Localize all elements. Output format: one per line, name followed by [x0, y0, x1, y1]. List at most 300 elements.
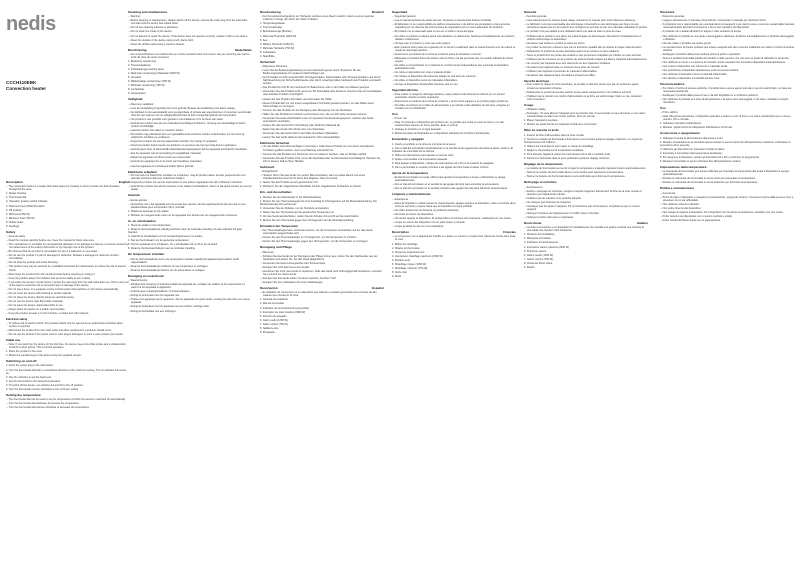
- column-3: [260, 8, 384, 560]
- paragraph: 4. Maximale verwarming schakelaar (2000 W): [128, 72, 180, 76]
- paragraph: – Do not clean the inside of the device.: [128, 30, 173, 34]
- section-language: English: [118, 180, 130, 184]
- paragraph: 6. Chauffage moyen (1250 W): [392, 262, 427, 266]
- section-heading: [260, 191, 384, 195]
- paragraph: – To reduce risk of electric shock, this product should only be opened by an authorized technician when service is required.: [6, 321, 123, 328]
- paragraph: 2. Molette du thermostat: [392, 246, 420, 250]
- paragraph: – Avertissement: [524, 185, 543, 189]
- paragraph: 3. Indicador de funcionamiento (encendido): [260, 306, 309, 310]
- paragraph: – Keep the product at least 1 m from furniture, curtains and other objects.: [6, 312, 90, 316]
- paragraph: 1. Heizgerätegehäuse: [260, 22, 285, 26]
- paragraph: – Ne laissez pas tomber le produit et évitez les chocs.: [524, 41, 586, 45]
- paragraph: 3. Utilisez les interrupteurs pour régler le niveau de chauffage.: [524, 144, 595, 148]
- paragraph: – Advertencia: [392, 197, 408, 201]
- section: [128, 220, 252, 251]
- paragraph: 3. Betriebsanzeige (Betrieb): [260, 30, 292, 34]
- paragraph: – El calefactor de convección es un dispositivo que calienta el espacio generando una corriente de aire caliente que circula por la zona.: [260, 291, 377, 298]
- paragraph: – Laat het apparaat niet onbeheerd achter tijdens gebruik.: [128, 164, 194, 168]
- section: [660, 107, 796, 130]
- paragraph: – Desconecte el producto de la toma de corriente antes de limpiarlo o moverlo.: [392, 52, 482, 56]
- paragraph: – La stufa a convezione è un dispositivo di riscaldamento che riscalda uno spazio creando una corrente di aria calda che circola in tutto l'ambiente.: [524, 226, 644, 233]
- paragraph: – Limpie la salida de aire con una aspiradora.: [392, 225, 444, 229]
- section-language: Deutsch: [371, 10, 384, 14]
- paragraph: – Pulire l'esterno del dispositivo con un panno morbido e umido.: [660, 214, 733, 218]
- paragraph: 7. Calore minimo (750 W): [524, 257, 554, 261]
- paragraph: – Gebruik het apparaat niet in de buurt van brandbare materialen.: [128, 160, 203, 164]
- paragraph: 7. Minimale Heizstufe (750 W): [260, 46, 295, 50]
- paragraph: – Per ridurre il rischio di scosse elettriche, il prodotto deve essere aperto solo da un tecnico autorizzato, nel caso sia necessaria assistenza.: [660, 86, 792, 93]
- paragraph: – Draai de thermostaatknop linksom om de temperatuur te verlagen.: [128, 268, 206, 272]
- paragraph: – Il produttore non è responsabile per eventuali danni conseguenti o per danni a cose o persone causati dalla mancata osservanza delle istruzioni di sicurezza o da un uso improprio del dispositivo.: [660, 23, 795, 30]
- paragraph: 5. To switch off the device, set switches A4 and A6 to the off position.: [6, 383, 84, 387]
- paragraph: 4. Set the thermostat to the desired temperature.: [6, 379, 61, 383]
- paragraph: – El producto no es adecuado para su uso en un baño o cerca del agua.: [392, 30, 475, 34]
- paragraph: 4. Maximale Heizstufe (2000 W): [260, 34, 297, 38]
- paragraph: – La molette du thermostat peut servir à régler la température à laquelle l'appareil s'éteint automatiquement.: [524, 167, 647, 171]
- paragraph: – Reinigen Sie nicht das Innere des Geräts.: [260, 265, 310, 269]
- column-2-body: [128, 11, 252, 313]
- section-title: Safety: [6, 229, 16, 234]
- paragraph: 8. Salida de aire: [260, 326, 279, 330]
- paragraph: – N'utilisez pas le produit si une pièce est endommagée ou défectueuse. Remplacez immédiatement un produit endommagé ou défectueux.: [524, 34, 642, 41]
- paragraph: – Der Thermostatregler kann verwendet werden, um die Temperatur einzustellen, bei der das Gerät automatisch ausgeschaltet wird.: [260, 229, 373, 236]
- section: [6, 231, 130, 336]
- paragraph: 2. Mount the supplied legs to the device using the supplied screws.: [6, 354, 82, 358]
- product-code: CCCH110EBK: [6, 80, 37, 85]
- paragraph: 4. Stellen Sie den Thermostat auf die gewünschte Temperatur ein.: [260, 210, 335, 214]
- section-title: Pulizia e manutenzione: [660, 186, 695, 191]
- paragraph: – Non lasciare il dispositivo incustodito durante l'uso.: [660, 77, 721, 81]
- paragraph: 9. Piedini: [524, 265, 535, 269]
- section: [660, 132, 796, 163]
- paragraph: 3. Indicatielampje werking (aan): [128, 68, 164, 72]
- paragraph: 4. Stel de thermostaat in op de gewenste temperatuur.: [128, 239, 190, 243]
- paragraph: – N'essayez pas de réparer l'appareil. S'il ne fonctionne pas correctement, remplacez-le par un nouvel appareil.: [524, 204, 640, 211]
- column-4-body: [392, 11, 516, 278]
- paragraph: – De fabrikant is niet aansprakelijk voor gevolgschade of schade aan eigendommen of personen veroorzaakt door het niet naleven van de veiligheidsinstructies of door oneigenlijk gebruik van het product.: [128, 110, 252, 117]
- section-title: Seguridad: [392, 10, 408, 14]
- paragraph: 5. Posizione spento: [524, 249, 547, 253]
- paragraph: – Trennen Sie das Produkt vor der Reinigung oder Bewegung von der Steckdose.: [260, 108, 353, 112]
- paragraph: 1. Coloque el producto en el lugar deseado.: [392, 128, 442, 132]
- paragraph: – Plaats het apparaat niet direct onder een stopcontact.: [128, 156, 192, 160]
- paragraph: – Non utilizzare il prodotto se il cavo di alimentazione o la spina sono danneggiati. In tal caso, contattare il proprio rivenditore.: [660, 97, 789, 104]
- paragraph: – La manopola del termostato può essere utilizzata per impostare la temperatura alla quale il dispositivo si spegne automaticamente.: [660, 170, 790, 177]
- paragraph: 6. Gire el termostato en sentido contrario a las agujas del reloj hasta el ajuste mínimo.: [392, 165, 489, 169]
- section: [128, 11, 252, 46]
- section: [524, 104, 648, 127]
- section-title: Réglage de la température: [524, 161, 563, 166]
- paragraph: – Dek het apparaat niet af met kleding of vergelijkbaar materiaal.: [128, 152, 202, 156]
- paragraph: – La manutenzione di questo prodotto può essere eseguita solo da un tecnico qualificato per ridurre il rischio di scossa elettrica.: [660, 45, 795, 52]
- paragraph: 4. Interruptor de calor máximo (2000 W): [260, 310, 306, 314]
- paragraph: – Para reducir el riesgo de descarga eléctrica, este producto solo debería ser abierto por un técnico autorizado cuando necesite reparación.: [392, 92, 505, 99]
- section: [128, 194, 252, 217]
- paragraph: – Prima di pulire il dispositivo o eseguire la manutenzione, spegnerlo sempre, rimuovere la spina dalla presa a muro e attendere che si sia raffreddato.: [660, 195, 794, 202]
- section: [128, 253, 252, 271]
- paragraph: – Do not drop the product and avoid bumping.: [6, 261, 59, 265]
- paragraph: – Ne nettoyez pas l'intérieur de l'appareil.: [524, 200, 572, 204]
- paragraph: – Keep the product away from children and persons unable to use it safely.: [6, 276, 91, 280]
- column-6-body: [660, 11, 796, 222]
- section: [6, 394, 130, 409]
- paragraph: – Hinweis: Wenn Sie das Gerät zum ersten Mal einschalten, kann es etwas Rauch und einen charakteristischen Geruch für kurze Zeit abgeben. Dies ist normal.: [260, 174, 366, 181]
- paragraph: – Ne placez pas l'appareil juste en dessous d'une prise de courant.: [524, 65, 600, 69]
- paragraph: – Der Hersteller ist nicht verantwortlich für Folgeschäden, Sachschäden oder Personenschäden, die durch Nichtbeachtung der Sicherheitshinweise oder durch unsachgemäßen Gebrauch des Produkts verursacht wurden.: [260, 76, 381, 86]
- paragraph: – Antes de limpiarlo o realizar tareas de mantenimiento, apague siempre el dispositivo, retire el enchufe de la toma de corriente y espere hasta que el dispositivo se haya enfriado.: [392, 201, 516, 208]
- paragraph: – Note: If you switch on the device for the first time, the device may emit a little smoke and a characteristic smell for a short period. This is normal operation.: [6, 342, 126, 350]
- paragraph: – N'utilisez pas de minuterie ou de système de télécommande séparé qui allume l'appareil automatiquement.: [524, 57, 648, 61]
- paragraph: 2. Gire el dial del termostato completamente en el sentido de las agujas del reloj hasta el ajuste máximo. El indicador de encendido A3 se ilumina.: [392, 146, 513, 153]
- paragraph: – No utilice disolventes de limpieza ni productos abrasivos.: [392, 208, 460, 212]
- section-title: Uso: [660, 105, 666, 110]
- paragraph: – Do not use a timer, or a separate remote control system that switches on the device automatically.: [6, 287, 119, 291]
- section: [392, 231, 516, 278]
- column-5: [524, 8, 648, 560]
- paragraph: – Om het risico op elektrische schokken te verkleinen, mag dit product alleen worden geopend door een erkende technicus wanneer onderhoud nodig is.: [128, 173, 246, 181]
- paragraph: – Met de thermostaatknop kunt u de temperatuur instellen waarbij het apparaat automatisch wordt uitgeschakeld.: [128, 257, 239, 264]
- paragraph: – Warning: [128, 15, 141, 19]
- paragraph: 2. Manopola termostato: [524, 237, 551, 241]
- section: [260, 191, 384, 222]
- paragraph: – The manufacturer is not liable for consequential damages or for damage to property or persons caused by non-observance of the safety instructions or by improper use of the product.: [6, 243, 128, 250]
- paragraph: – Algemene veiligheid: [128, 102, 154, 106]
- paragraph: 6. Mid heat (1250 W): [6, 212, 30, 216]
- paragraph: 6. Draai de thermostaat linksom naar de minimale instelling.: [128, 247, 196, 251]
- section-heading: [392, 138, 516, 142]
- section: [660, 11, 796, 104]
- paragraph: – Um das Risiko eines Stromschlags zu verringern, sollte dieses Produkt nur von einem autorisierten Techniker geöffnet werden, wenn eine Wartung erforderlich ist.: [260, 145, 375, 152]
- paragraph: 8. Airflow outlet: [6, 220, 24, 224]
- paragraph: – General safety: [6, 235, 26, 239]
- section-title: Descripción: [260, 286, 278, 291]
- section: [260, 225, 384, 243]
- paragraph: – Schakel vóór reiniging of onderhoud altijd het apparaat uit, verwijder de stekker uit het stopcontact en wacht tot het apparaat is afgekoeld.: [128, 283, 245, 290]
- paragraph: – Trennen Sie das Produkt vom Stromnetz und von anderen Geräten, falls ein Problem auftritt.: [260, 152, 367, 156]
- paragraph: 2. Drehen Sie den Thermostatregler bis zum Anschlag im Uhrzeigersinn auf die Maximaleinstellung. Die Betriebsanzeige A3 leuchtet auf.: [260, 199, 377, 206]
- section-title: Ajuste de la temperatura: [392, 170, 429, 175]
- paragraph: – Houd het product buiten bereik van kinderen en personen die het niet veilig kunnen gebruiken.: [128, 144, 237, 148]
- paragraph: – No intente reparar el dispositivo. Si el dispositivo no funciona correctamente, sustitúyalo por uno nuevo.: [392, 217, 512, 220]
- section-title: Mise en marche et arrêt: [524, 128, 559, 133]
- section-language: Italiano: [637, 221, 648, 225]
- paragraph: – Be informed that the product is not suitable for use in a bathroom or near water.: [6, 250, 99, 254]
- section-title: Sicherheit: [260, 59, 275, 64]
- paragraph: – Clean the outside of the device using a soft, damp cloth.: [128, 38, 194, 42]
- paragraph: 4. Ajuste el termostato a la temperatura deseada.: [392, 157, 448, 161]
- paragraph: 8. Luchtuitlaat: [128, 88, 144, 92]
- column-1-body: [6, 181, 130, 409]
- paragraph: – Non utilizzare un timer o un sistema di controllo remoto separato che accenda il dispositivo automaticamente.: [660, 60, 786, 64]
- paragraph: – Read the manual carefully before use. Keep the manual for future reference.: [6, 239, 95, 243]
- paragraph: – Drehen Sie den Thermostatregler im Uhrzeigersinn, um die Temperatur zu erhöhen.: [260, 236, 357, 240]
- paragraph: – Clean the airflow outlet using a vacuum cleaner.: [128, 42, 185, 46]
- paragraph: – Non utilizzare il prodotto se una parte è danneggiata o difettosa. Sostituire immediatamente un prodotto danneggiato o difettoso.: [660, 34, 795, 41]
- paragraph: 3. Utilice los interruptores para ajustar el nivel de calor.: [392, 153, 454, 157]
- paragraph: – This product may only be serviced by a qualified technician for maintenance to reduce the risk of electric shock.: [6, 265, 126, 272]
- paragraph: 5. Para apagar el dispositivo, coloque los interruptores A4 y A6 en la posición de apagado.: [392, 161, 494, 165]
- section-title: Accensione e spegnimento: [660, 131, 701, 136]
- paragraph: – Avvertenza: [660, 191, 676, 195]
- paragraph: 5. Position arrêt: [392, 258, 410, 262]
- paragraph: – Lesen Sie die Bedienungsanleitung vor dem Gebrauch genau durch. Bewahren Sie die Bedienungsanleitung zum späteren Nachschlagen auf.: [260, 69, 361, 76]
- paragraph: 1. Boîtier du chauffage: [392, 242, 418, 246]
- section-heading: [660, 187, 796, 191]
- paragraph: 1. Plaats het apparaat op zijn plaats.: [128, 209, 170, 213]
- paragraph: – Débranchez le produit de la prise électrique avant de le nettoyer ou de le déplacer.: [524, 49, 620, 53]
- section-title: Nettoyage et entretien: [524, 180, 557, 185]
- paragraph: – Mantenga el producto fuera del alcance de los niños y de las personas que no puedan utilizarlo de forma segura.: [392, 56, 513, 63]
- paragraph: – Dit product mag uitsluitend door een gekwalificeerde technicus worden onderhouden om het risico op elektrische schokken te verkleinen.: [128, 133, 245, 140]
- paragraph: 1. Behuizing verwarming: [128, 60, 156, 64]
- paragraph: – No utilice el producto si alguna pieza está dañada o es defectuosa. Sustituya inmediatamente un producto dañado o defectuoso.: [392, 34, 515, 41]
- section: [6, 360, 130, 391]
- paragraph: – Ce produit ne doit être entretenu que par un technicien qualifié afin de réduire le risque d'électrocution.: [524, 45, 643, 49]
- paragraph: – Reinig de binnenkant van het apparaat niet.: [128, 294, 180, 298]
- paragraph: 8. Sortie d'air: [392, 270, 407, 274]
- paragraph: – Lisez attentivement le manuel avant usage. Conservez le manuel pour toute référence ultérieure.: [524, 19, 636, 23]
- paragraph: 1. Struttura del riscaldatore: [524, 233, 555, 237]
- paragraph: – Este producto solo puede ser reparado por un técnico cualificado para su mantenimiento a fin de reducir el riesgo de descarga eléctrica.: [392, 45, 515, 52]
- paragraph: – Waarschuwing: [128, 279, 148, 283]
- paragraph: – Nota: Si enciende el dispositivo por primera vez, es posible que emita un poco de humo y un olor característico durante un breve periodo. Esto es normal.: [392, 121, 505, 128]
- section-title: Description: [6, 180, 24, 184]
- paragraph: 2. Draai de thermostaatknop volledig rechtsom naar de maximale instelling. De aan-indicator A3 gaat branden.: [128, 228, 242, 235]
- paragraph: – No limpie el interior del dispositivo.: [392, 212, 434, 216]
- paragraph: – Non far cadere il prodotto ed evitare gli urti.: [660, 41, 712, 45]
- paragraph: 4. Impostare il termostato sulla temperatura desiderata.: [660, 151, 723, 155]
- paragraph: 1. Steek de stekker in het stopcontact.: [128, 224, 172, 228]
- paragraph: 8. Luftauslass: [260, 50, 276, 54]
- paragraph: – N'utilisez pas de solvants ni de produits abrasifs.: [524, 196, 582, 200]
- paragraph: – Disconnect the product from the main outlet and other equipment if a problem should occur.: [6, 328, 112, 332]
- section-title: De temperatuur instellen: [128, 252, 165, 257]
- paragraph: – N'utilisez pas le produit si le cordon d'alimentation ou la fiche est endommagé. Dans ce cas, contactez votre revendeur.: [524, 94, 642, 101]
- paragraph: – Verwenden Sie das Produkt nicht, wenn ein Teil beschädigt oder defekt ist. Ersetzen Sie ein beschädigtes oder defektes Produkt unverzüglich.: [260, 90, 382, 97]
- section-title: Gebrauch: [260, 164, 275, 169]
- section-title: Usage: [524, 102, 534, 107]
- section-heading: [524, 129, 648, 133]
- paragraph: – Sécurité générale: [524, 15, 547, 19]
- paragraph: – Gebruik het product niet als een onderdeel beschadigd of defect is. Vervang een beschadigd of defect product onmiddellijk.: [128, 122, 246, 129]
- paragraph: – No coloque el dispositivo directamente debajo de una toma de corriente.: [392, 75, 477, 79]
- column-4: [392, 8, 516, 560]
- brand-logo: nedis: [6, 13, 56, 35]
- paragraph: – Halten Sie das Produkt von Kindern und Personen fern, die es nicht sicher benutzen können.: [260, 112, 368, 116]
- subheading: Sécurité électrique: [524, 79, 550, 84]
- paragraph: – No utilice el dispositivo cerca de materiales inflamables.: [392, 79, 458, 83]
- section-title: Description: [392, 230, 410, 235]
- section: [392, 138, 516, 169]
- section-heading: [260, 246, 384, 250]
- section-title: Beschrijving: [128, 47, 147, 52]
- paragraph: 1. Collegare la spina di alimentazione alla presa a muro.: [660, 136, 724, 140]
- section-language: Nederlands: [235, 47, 252, 52]
- paragraph: – Lees de handleiding zorgvuldig door voor gebruik. Bewaar de handleiding voor latere naslag.: [128, 106, 236, 110]
- paragraph: 1. Stecken Sie den Netzstecker in die Wandsteckdose.: [260, 195, 322, 199]
- paragraph: 1. Heater housing: [6, 192, 27, 196]
- paragraph: 4. Interrupteur chauffage maximum (2000 W): [392, 254, 443, 258]
- paragraph: 2. Thermostaatknop: [128, 64, 151, 68]
- paragraph: – Versuchen Sie nicht, das Gerät zu reparieren. Falls das Gerät nicht ordnungsgemäß funktioniert, ersetzen Sie es durch ein neues Gerät.: [260, 269, 382, 276]
- paragraph: – Verwenden Sie keine Zeitschaltuhr oder ein separates Fernbedienungssystem, welches das Gerät automatisch einschaltet.: [260, 116, 374, 123]
- paragraph: 5. Pour éteindre l'appareil, placez les interrupteurs A4 et A6 en position arrêt.: [524, 152, 611, 156]
- section-heading: [128, 194, 252, 198]
- paragraph: – Allgemeine Sicherheit: [260, 65, 288, 69]
- paragraph: – Schalten Sie das Gerät vor der Reinigung oder Pflege immer aus, ziehen Sie den Netzstecker aus der Steckdose und warten Sie, bis das Gerät abgekühlt ist.: [260, 254, 378, 261]
- section-heading: [128, 49, 252, 53]
- paragraph: 9. Pies/patas: [260, 330, 275, 334]
- paragraph: – Primo utilizzo: [660, 111, 678, 115]
- section-heading: [260, 61, 384, 65]
- paragraph: – Erstgebrauch: [260, 169, 278, 173]
- paragraph: – Do not place the device directly below an electrical socket.: [6, 295, 75, 299]
- section: [260, 61, 384, 163]
- section: [260, 246, 384, 284]
- section-title: Sicurezza: [660, 10, 675, 14]
- column-2: [128, 8, 252, 560]
- section-heading: [128, 275, 252, 279]
- section-heading: [392, 193, 516, 197]
- section-title: Encendido y apagado: [392, 137, 424, 142]
- paragraph: – No deje el dispositivo desatendido mientras esté en uso.: [392, 83, 459, 87]
- paragraph: – Non tentare di riparare il dispositivo. Se il dispositivo non funziona correttamente, sostituirlo con uno nuovo.: [660, 210, 784, 214]
- paragraph: – N'utilisez pas l'appareil à proximité de matériaux inflammables.: [524, 69, 598, 73]
- section: [392, 11, 516, 110]
- paragraph: – Tenez le produit hors de portée des enfants et des personnes incapables de l'utiliser en toute sécurité.: [524, 53, 642, 57]
- paragraph: 7. Minimale verwarming (750 W): [128, 84, 165, 88]
- paragraph: – Sicurezza generale: [660, 15, 685, 19]
- paragraph: 9. Standfüße: [260, 54, 275, 58]
- section-heading: [128, 253, 252, 257]
- paragraph: – Decken Sie das Gerät nicht mit Kleidung oder ähnlichem Material ab.: [260, 123, 341, 127]
- section: [6, 181, 130, 228]
- paragraph: – Probeer het apparaat niet te repareren. Als het apparaat niet goed werkt, vervang het dan door een nieuw apparaat.: [128, 298, 250, 305]
- section: [392, 172, 516, 190]
- section: [524, 181, 648, 219]
- paragraph: 2. Turn the thermostat dial fully in a clockwise direction to the maximum setting. The on indicator A3 comes on.: [6, 368, 127, 375]
- paragraph: 1. Stellen Sie das Produkt an den gewünschten Ort.: [260, 181, 319, 185]
- paragraph: – Nettoyez l'extérieur de l'appareil avec un chiffon doux et humide.: [524, 211, 600, 215]
- section: [260, 166, 384, 189]
- paragraph: – Stellen Sie das Gerät nicht direkt unter eine Steckdose.: [260, 127, 326, 131]
- column-3-body: [260, 11, 384, 334]
- paragraph: – Turn the thermostat dial counter-clockwise to decrease the temperature.: [6, 406, 90, 410]
- section-title: Gebruik: [128, 193, 140, 198]
- paragraph: 2. Montez les pieds fournis sur l'appareil à l'aide des vis fournies.: [524, 123, 598, 127]
- paragraph: – No deje caer el producto y evite que sufra golpes.: [392, 41, 451, 45]
- section-heading: [260, 166, 384, 170]
- paragraph: 3. Voyant de fonctionnement: [392, 250, 425, 254]
- section-heading: [128, 11, 252, 15]
- paragraph: – Scollegare il prodotto dalla presa di rete e da altri dispositivi se si verificano problemi.: [660, 93, 759, 97]
- section-heading: [6, 394, 130, 398]
- paragraph: – Do not use cleaning solvents or abrasives.: [128, 26, 179, 30]
- paragraph: – Gebruik geen reinigingsmiddelen of schuurmiddelen.: [128, 290, 191, 294]
- product-name: Convection heater: [6, 85, 47, 91]
- paragraph: – Pour réduire le risque de choc électrique, ce produit ne doit être ouvert que par un technicien agréé lorsqu'une réparation s'impose.: [524, 83, 639, 90]
- paragraph: 3. Verwenden Sie die Schalter, um die Heizstufe einzustellen.: [260, 206, 330, 210]
- subheading: Elektrische veiligheid: [128, 169, 157, 174]
- paragraph: – Non utilizzare il dispositivo vicino a materiali infiammabili.: [660, 73, 728, 76]
- paragraph: – Gebruik geen timer of afzonderlijk afstandsbedieningssysteem dat het apparaat automatisch inschakelt.: [128, 148, 248, 152]
- paragraph: 5. Om het apparaat uit te schakelen, zet u schakelaars A4 en A6 in de uit-stand.: [128, 243, 218, 247]
- subheading: Elektrische Sicherheit: [260, 141, 290, 146]
- section-title: Einstellen der Temperatur: [260, 223, 298, 228]
- section-title: In- en uitschakelen: [128, 218, 156, 223]
- section: [524, 11, 648, 101]
- paragraph: 1. Insérez la fiche d'alimentation dans la prise murale.: [524, 133, 585, 137]
- paragraph: 6. Turn the thermostat counter-clockwise to the minimum setting.: [6, 387, 79, 391]
- paragraph: 7. Minimum heat (750 W): [6, 216, 35, 220]
- paragraph: – Drehen Sie den Thermostatregler gegen den Uhrzeigersinn, um die Temperatur zu verringern.: [260, 240, 369, 244]
- section-title: Beschreibung: [260, 10, 281, 14]
- paragraph: – Always place the device on a stable, level surface.: [6, 308, 66, 311]
- section-title: Cleaning and maintenance: [128, 10, 168, 14]
- paragraph: – El fabricante no se responsabiliza de daños consecuentes o de daños a la propiedad o a las personas causados por no observar las instrucciones de seguridad o por un uso inadecuado del producto.: [392, 23, 510, 30]
- section-title: Uso: [392, 111, 398, 116]
- paragraph: – Turn the thermostat dial clockwise to increase the temperature.: [6, 402, 80, 406]
- section: [392, 193, 516, 228]
- section-title: Ein- und Ausschalten: [260, 190, 292, 195]
- paragraph: – De convectorkachel is een kachel die een ruimte verwarmt door het creëren van een stroming van warme lucht die door de ruimte circuleert.: [128, 52, 250, 60]
- paragraph: – Reinig de buitenkant van het apparaat met een zachte, vochtige doek.: [128, 305, 210, 309]
- section-title: Setting the temperature: [6, 392, 41, 397]
- section-heading: [260, 225, 384, 229]
- paragraph: – Le convecteur est un appareil qui chauffe un espace en créant un courant d'air chaud qui circule dans toute la zone.: [392, 235, 516, 242]
- section: [524, 163, 648, 178]
- paragraph: – Tournez la molette du thermostat dans le sens antihoraire pour diminuer la température.: [524, 175, 626, 179]
- paragraph: 2. Monteer de meegeleverde poten op het apparaat met behulp van de meegeleverde schroeven.: [128, 213, 238, 217]
- paragraph: 9. Feet/legs: [6, 224, 20, 228]
- paragraph: 6. Calore medio (1250 W): [524, 253, 554, 257]
- section-heading: [660, 107, 796, 111]
- section: [524, 129, 648, 160]
- paragraph: – Nettoyez la sortie d'air avec un aspirateur.: [524, 215, 574, 219]
- paragraph: – Avant le nettoyage ou l'entretien, éteignez toujours l'appareil, débranchez la fiche de la prise murale et attendez que l'appareil ait refroidi.: [524, 189, 642, 196]
- paragraph: – Der Konvektionsheizgerät ist ein Heizgerät, welches einen Raum erwärmt, indem es einen warmen Luftstrom erzeugt, der durch den Raum zirkuliert.: [260, 15, 375, 22]
- paragraph: 5. Uit-stand: [128, 76, 142, 80]
- paragraph: – Primer uso: [392, 117, 407, 121]
- paragraph: – Draai de thermostaatknop rechtsom om de temperatuur te verhogen.: [128, 264, 209, 268]
- subheading: Sicurezza elettrica: [660, 82, 685, 87]
- paragraph: 3. Indicatore di funzionamento: [524, 241, 559, 245]
- paragraph: 5. Aus: [260, 38, 268, 42]
- paragraph: 4. Interruttore calore massimo (2000 W): [524, 245, 570, 249]
- paragraph: – Remarque : Si vous allumez l'appareil pour la première fois, il peut émettre un peu de fumée et une odeur caractéristique pendant une courte période. Ceci est normal.: [524, 112, 646, 119]
- section: [260, 287, 384, 334]
- paragraph: 6. Mittlere Heizstufe (1250 W): [260, 42, 294, 46]
- paragraph: 5. Posición de apagado: [260, 314, 287, 318]
- paragraph: – Disconnect the product from the electrical outlet before cleaning or moving it.: [6, 272, 96, 276]
- paragraph: – Pulire l'uscita del flusso d'aria con un aspirapolvere.: [660, 219, 721, 222]
- paragraph: – Verwenden Sie keine Lösungsmittel oder Scheuermittel.: [260, 261, 326, 265]
- section-title: Initial use: [6, 337, 21, 342]
- paragraph: – Opmerking: Als u het apparaat voor de eerste keer aanzet, kan het apparaat korte tijd wat rook en een karakteristieke geur verspreiden. Dit is normaal.: [128, 202, 246, 209]
- paragraph: 4. Réglez le thermostat sur la température souhaitée.: [524, 148, 585, 152]
- paragraph: 2. Dial del termostato: [260, 302, 285, 306]
- paragraph: 9. Pieds: [392, 274, 402, 278]
- section-title: Sécurité: [524, 10, 537, 14]
- paragraph: – Het product is niet geschikt voor gebruik in een badkamer of in de buurt van water.: [128, 117, 224, 121]
- paragraph: 2. Montieren Sie die mitgelieferten Standfüße mit den mitgelieferten Schrauben am Gerät.: [260, 185, 362, 189]
- section: [128, 98, 252, 191]
- paragraph: 9. Voeten/poten: [128, 92, 146, 96]
- paragraph: – Eerste gebruik: [128, 198, 148, 202]
- paragraph: – Gire el dial del termostato en el sentido contrario a las agujas del reloj para disminuir la temperatura.: [392, 187, 508, 191]
- section-title: Impostazione della temperatura: [660, 164, 707, 169]
- paragraph: 4. Maximum heat (2000 W) switch: [6, 204, 45, 208]
